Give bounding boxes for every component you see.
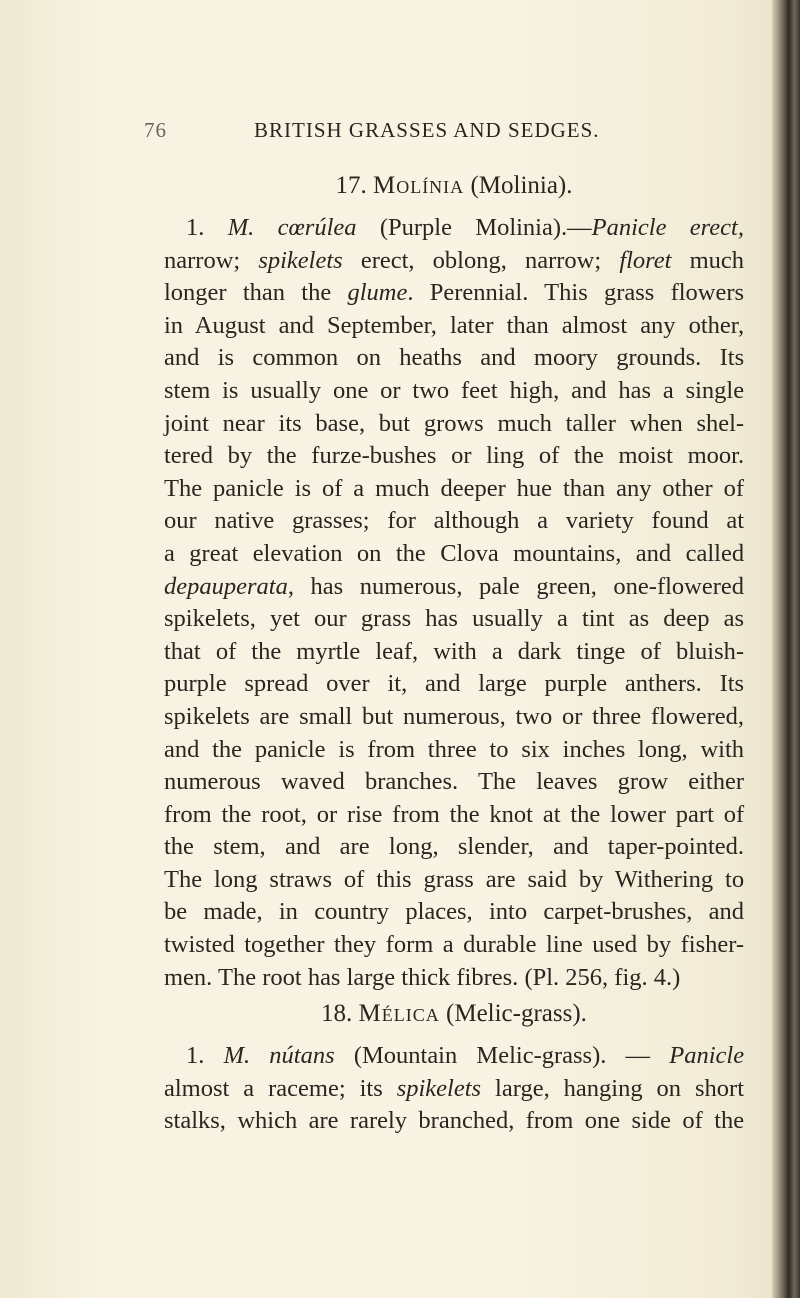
book-spine-edge (772, 0, 800, 1298)
section-number: 17. (335, 172, 367, 199)
text-line: almost a raceme; its spikelets large, hanging on short (164, 1074, 744, 1102)
text-line: twisted together they form a durable line used by fisher- (164, 931, 745, 959)
species-common-name: (Mountain Melic-grass). — (353, 1042, 651, 1069)
entry-number: 1. (186, 1042, 205, 1069)
text-line: the stem, and are long, slender, and taper-pointed. (164, 833, 745, 861)
text-line: from the root, or rise from the knot at the lower part of (164, 800, 745, 828)
text-line: stem is usually one or two feet high, and has a single (164, 376, 745, 404)
panicle-term: Panicle erect, (591, 214, 744, 241)
entry-number: 1. (186, 214, 205, 241)
text-line: The long straws of this grass are said by Withering to (164, 865, 745, 893)
text-line: tered by the furze-bushes or ling of the moist moor. (164, 442, 745, 470)
text-line: spikelets are small but numerous, two or three flowered, (164, 702, 745, 730)
section-heading-melica (164, 1000, 744, 1028)
genus-name: Molínia (372, 172, 465, 199)
genus-name: Mélica (358, 1000, 440, 1027)
text-line: depauperata, has numerous, pale green, one-flowered (164, 572, 745, 600)
text-line: men. The root has large thick fibres. (Pl. 256, fig. 4.) (164, 963, 681, 991)
text-line: and the panicle is from three to six inches long, with (164, 735, 744, 763)
text-line: narrow; spikelets erect, oblong, narrow; floret much (164, 246, 745, 274)
paragraph-first-line (164, 1040, 744, 1073)
genus-common-name: (Molinia). (470, 172, 573, 199)
panicle-term: Panicle (669, 1042, 745, 1069)
text-line: a great elevation on the Clova mountains, and called (164, 539, 745, 567)
text-line: that of the myrtle leaf, with a dark tinge of bluish- (164, 637, 745, 665)
text-line: stalks, which are rarely branched, from one side of the (164, 1107, 745, 1135)
text-line: purple spread over it, and large purple anthers. Its (164, 670, 745, 698)
running-head (144, 118, 744, 148)
melica-description (164, 1040, 744, 1138)
text-line: in August and September, later than almost any other, (164, 311, 745, 339)
section-number: 18. (321, 1000, 353, 1027)
molinia-description (164, 212, 744, 994)
genus-common-name: (Melic-grass). (446, 1000, 587, 1027)
text-line: and is common on heaths and moory grounds. Its (164, 344, 745, 372)
running-head-title: BRITISH GRASSES AND SEDGES. (254, 118, 600, 142)
species-common-name: (Purple Molinia).— (379, 214, 592, 241)
page-number: 76 (144, 118, 167, 142)
species-name: M. cœrúlea (227, 214, 357, 241)
text-line: our native grasses; for although a variety found at (164, 507, 745, 535)
text-line: longer than the glume. Perennial. This grass flowers (164, 279, 745, 307)
text-line: numerous waved branches. The leaves grow either (164, 768, 745, 796)
text-line: spikelets, yet our grass has usually a tint as deep as (164, 605, 745, 633)
species-name: M. nútans (223, 1042, 335, 1069)
text-line: joint near its base, but grows much taller when shel- (164, 409, 745, 437)
paragraph-first-line (164, 212, 744, 245)
section-heading-molinia (164, 172, 744, 200)
text-line: The panicle is of a much deeper hue than any other of (164, 474, 745, 502)
text-line: be made, in country places, into carpet-brushes, and (164, 898, 745, 926)
